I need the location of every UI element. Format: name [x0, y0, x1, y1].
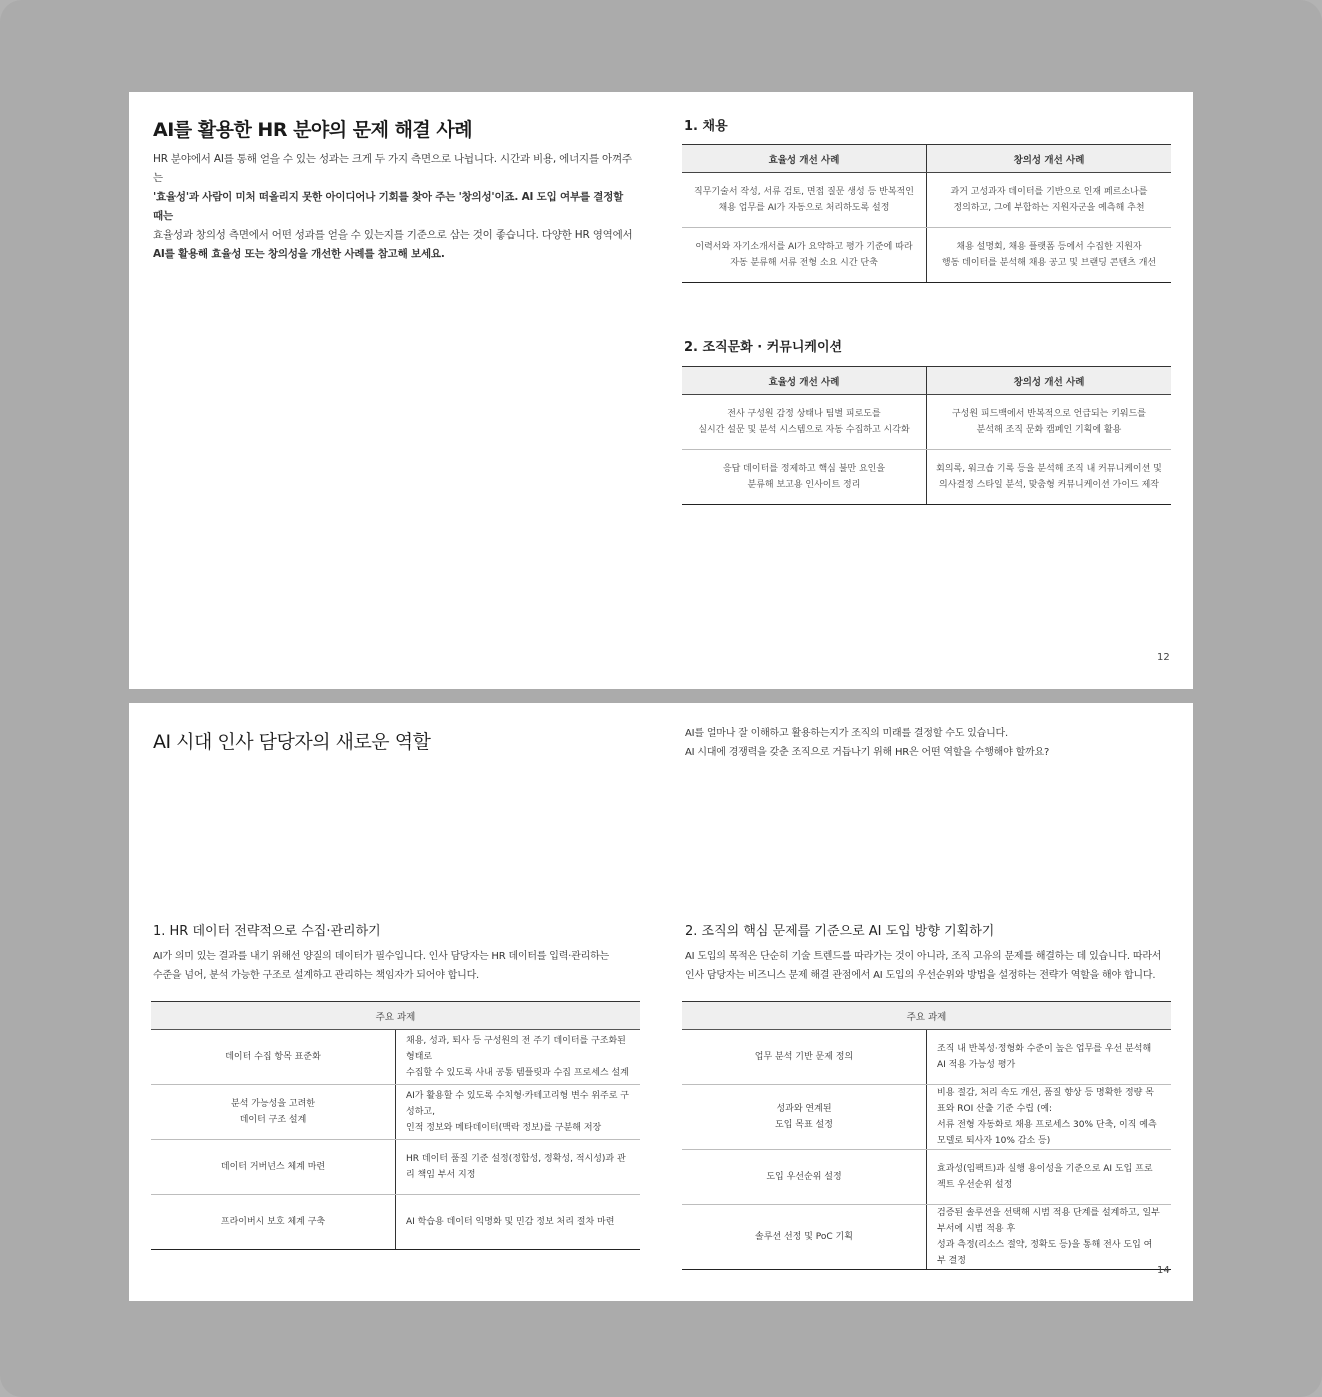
section-paragraph	[153, 947, 643, 985]
column-header: 효율성 개선 사례	[682, 145, 927, 173]
section-paragraph	[685, 947, 1185, 985]
task-name: 분석 가능성을 고려한 데이터 구조 설계	[151, 1085, 396, 1140]
para-line: 수준을 넘어, 분석 가능한 구조로 설계하고 관리하는 책임자가 되어야 합니다.	[153, 970, 480, 981]
table-cell: 회의록, 워크숍 기록 등을 분석해 조직 내 커뮤니케이션 및 의사결정 스타일 분석, 맞춤형 커뮤니케이션 가이드 제작	[927, 450, 1172, 505]
task-name: 도입 우선순위 설정	[682, 1150, 927, 1205]
task-description: HR 데이터 품질 기준 설정(정합성, 정확성, 적시성)과 관리 책임 부서 지정	[396, 1140, 641, 1195]
data-tasks-table	[151, 1001, 640, 1250]
task-description: AI 학습용 데이터 익명화 및 민감 정보 처리 절차 마련	[396, 1195, 641, 1250]
ai-adoption-tasks-table	[682, 1001, 1171, 1270]
table-row	[682, 1205, 1171, 1270]
intro-paragraph	[153, 150, 633, 264]
column-header: 창의성 개선 사례	[927, 145, 1172, 173]
recruiting-table	[682, 144, 1171, 283]
table-row	[682, 228, 1171, 283]
intro-line: AI 시대에 경쟁력을 갖춘 조직으로 거듭나기 위해 HR은 어떤 역할을 수행해야 할까요?	[685, 747, 1050, 758]
intro-line: AI를 얼마나 잘 이해하고 활용하는지가 조직의 미래를 결정할 수도 있습니다.	[685, 728, 1008, 739]
table-row	[682, 1150, 1171, 1205]
table-cell: 전사 구성원 감정 상태나 팀별 피로도를 실시간 설문 및 분석 시스템으로 자동 수집하고 시각화	[682, 395, 927, 450]
table-row	[682, 395, 1171, 450]
column-header: 효율성 개선 사례	[682, 367, 927, 395]
section-heading: 1. 채용	[684, 119, 728, 134]
section-heading: 2. 조직의 핵심 문제를 기준으로 AI 도입 방향 기획하기	[685, 924, 995, 939]
intro-line: '효율성'과 사람이 미처 떠올리지 못한 아이디어나 기회를 찾아 주는 '창의성'이죠. AI 도입 여부를 결정할 때는	[153, 191, 624, 222]
page-14	[129, 703, 1193, 1301]
section-heading: 1. HR 데이터 전략적으로 수집·관리하기	[153, 924, 381, 939]
section-heading: 2. 조직문화 · 커뮤니케이션	[684, 340, 843, 355]
page-title: AI를 활용한 HR 분야의 문제 해결 사례	[153, 119, 473, 141]
para-line: AI가 의미 있는 결과를 내기 위해선 양질의 데이터가 필수입니다. 인사 담당자는 HR 데이터를 입력·관리하는	[153, 951, 609, 962]
task-description: AI가 활용할 수 있도록 수치형·카테고리형 변수 위주로 구성하고, 인적 정보와 메타데이터(맥락 정보)를 구분해 저장	[396, 1085, 641, 1140]
task-name: 프라이버시 보호 체계 구축	[151, 1195, 396, 1250]
table-cell: 직무기술서 작성, 서류 검토, 면접 질문 생성 등 반복적인 채용 업무를 AI가 자동으로 처리하도록 설정	[682, 173, 927, 228]
para-line: 인사 담당자는 비즈니스 문제 해결 관점에서 AI 도입의 우선순위와 방법을 설정하는 전략가 역할을 해야 합니다.	[685, 970, 1156, 981]
intro-line: HR 분야에서 AI를 통해 얻을 수 있는 성과는 크게 두 가지 측면으로 나뉩니다. 시간과 비용, 에너지를 아껴주는	[153, 153, 632, 184]
page-title: AI 시대 인사 담당자의 새로운 역할	[153, 731, 431, 753]
task-name: 성과와 연계된 도입 목표 설정	[682, 1085, 927, 1150]
intro-line: 효율성과 창의성 측면에서 어떤 성과를 얻을 수 있는지를 기준으로 삼는 것이 좋습니다. 다양한 HR 영역에서	[153, 229, 633, 241]
para-line: AI 도입의 목적은 단순히 기술 트렌드를 따라가는 것이 아니라, 조직 고유의 문제를 해결하는 데 있습니다. 따라서	[685, 951, 1162, 962]
page-12	[129, 92, 1193, 689]
table-header: 주요 과제	[682, 1002, 1171, 1030]
table-row	[682, 1030, 1171, 1085]
task-name: 데이터 거버넌스 체계 마련	[151, 1140, 396, 1195]
table-cell: 구성원 피드백에서 반복적으로 언급되는 키워드를 분석해 조직 문화 캠페인 기획에 활용	[927, 395, 1172, 450]
task-name: 데이터 수집 항목 표준화	[151, 1030, 396, 1085]
task-description: 채용, 성과, 퇴사 등 구성원의 전 주기 데이터를 구조화된 형태로 수집할 수 있도록 사내 공통 템플릿과 수집 프로세스 설계	[396, 1030, 641, 1085]
intro-line: AI를 활용해 효율성 또는 창의성을 개선한 사례를 참고해 보세요.	[153, 248, 445, 260]
culture-table	[682, 366, 1171, 505]
intro-paragraph	[685, 724, 1165, 762]
page-number: 12	[1157, 652, 1170, 663]
table-row	[151, 1030, 640, 1085]
task-name: 업무 분석 기반 문제 정의	[682, 1030, 927, 1085]
table-row	[682, 173, 1171, 228]
table-cell: 채용 설명회, 채용 플랫폼 등에서 수집한 지원자 행동 데이터를 분석해 채용 공고 및 브랜딩 콘텐츠 개선	[927, 228, 1172, 283]
page-number: 14	[1157, 1265, 1170, 1276]
table-row	[682, 450, 1171, 505]
table-cell: 응답 데이터를 정제하고 핵심 불만 요인을 분류해 보고용 인사이트 정리	[682, 450, 927, 505]
table-cell: 이력서와 자기소개서를 AI가 요약하고 평가 기준에 따라 자동 분류해 서류 전형 소요 시간 단축	[682, 228, 927, 283]
task-description: 검증된 솔루션을 선택해 시범 적용 단계를 설계하고, 일부 부서에 시범 적용 후 성과 측정(리소스 절약, 정확도 등)을 통해 전사 도입 여부 결정	[927, 1205, 1172, 1270]
task-description: 비용 절감, 처리 속도 개선, 품질 향상 등 명확한 정량 목표와 ROI 산출 기준 수립 (예: 서류 전형 자동화로 채용 프로세스 30% 단축, 이직 예측 모델로 퇴사자 10% 감소 등)	[927, 1085, 1172, 1150]
table-header: 주요 과제	[151, 1002, 640, 1030]
table-cell: 과거 고성과자 데이터를 기반으로 인재 페르소나를 정의하고, 그에 부합하는 지원자군을 예측해 추천	[927, 173, 1172, 228]
task-description: 조직 내 반복성·정형화 수준이 높은 업무를 우선 분석해 AI 적용 가능성 평가	[927, 1030, 1172, 1085]
table-row	[151, 1195, 640, 1250]
table-row	[682, 1085, 1171, 1150]
task-description: 효과성(임팩트)과 실행 용이성을 기준으로 AI 도입 프로젝트 우선순위 설정	[927, 1150, 1172, 1205]
table-row	[151, 1085, 640, 1140]
column-header: 창의성 개선 사례	[927, 367, 1172, 395]
task-name: 솔루션 선정 및 PoC 기획	[682, 1205, 927, 1270]
table-row	[151, 1140, 640, 1195]
